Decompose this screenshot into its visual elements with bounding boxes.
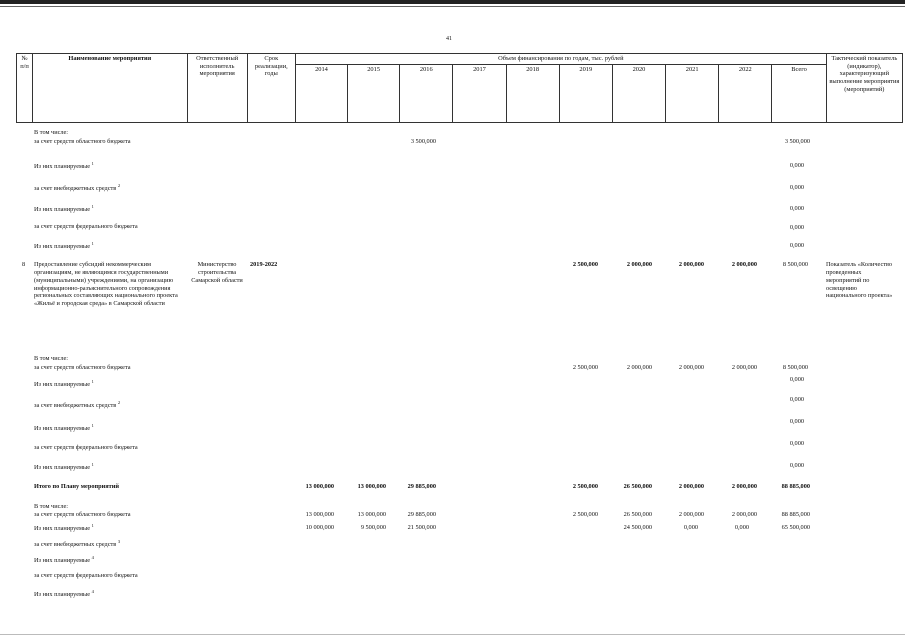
- itogo-2015: 13 000,000: [357, 483, 386, 490]
- value-total: 0,000: [789, 440, 804, 447]
- header-financing: Объем финансирования по годам, тыс. рублей: [295, 54, 826, 65]
- value-2015: 13 000,000: [357, 511, 386, 518]
- value-2021: 2 000,000: [678, 364, 704, 371]
- value-2019: 2 500,000: [572, 261, 598, 268]
- itogo-2014: 13 000,000: [305, 483, 334, 490]
- incl-label: В том числе:: [34, 503, 69, 510]
- value-total: 8 500,000: [782, 364, 808, 371]
- header-year: 2019: [559, 64, 612, 122]
- value-2021: 0,000: [683, 524, 698, 531]
- value-2016: 21 500,000: [407, 524, 436, 531]
- value-2022: 2 000,000: [731, 511, 757, 518]
- itogo-2020: 26 500,000: [623, 483, 652, 490]
- header-year: 2014: [295, 64, 347, 122]
- row-label: за счет средств областного бюджета: [34, 364, 131, 371]
- incl-label: В том числе:: [34, 355, 69, 362]
- value-total: 0,000: [789, 396, 804, 403]
- itogo-2016: 29 885,000: [407, 483, 436, 490]
- itogo-total: 88 885,000: [781, 483, 810, 490]
- page-number: 41: [446, 36, 452, 42]
- header-year: 2018: [506, 64, 559, 122]
- value-2022: 0,000: [734, 524, 749, 531]
- row-label: за счет внебюджетных средств $^2$: [34, 183, 121, 193]
- value-total: 0,000: [789, 462, 804, 469]
- item-term: 2019-2022: [250, 261, 278, 268]
- itogo-label: Итого по Плану мероприятий: [34, 483, 120, 490]
- header-year: 2022: [719, 64, 772, 122]
- row-label: Из них планируемые $^1$: [34, 379, 94, 389]
- value-2021: 2 000,000: [678, 511, 704, 518]
- value-2015: 9 500,000: [360, 524, 386, 531]
- header-name: Наименование мероприятия: [33, 54, 188, 123]
- value-2022: 2 000,000: [731, 364, 757, 371]
- itogo-2019: 2 500,000: [572, 483, 598, 490]
- row-label: за счет средств федерального бюджета: [34, 223, 138, 230]
- row-label: за счет внебюджетных средств $^3$: [34, 539, 121, 549]
- value-total: 88 885,000: [781, 511, 810, 518]
- value-2020: 2 000,000: [626, 364, 652, 371]
- row-label: за счет средств федерального бюджета: [34, 572, 138, 579]
- value-2020: 26 500,000: [623, 511, 652, 518]
- header-num: № п/п: [17, 54, 33, 123]
- value-total: 0,000: [789, 224, 804, 231]
- row-label: за счет средств федерального бюджета: [34, 444, 138, 451]
- header-year: Всего: [772, 64, 826, 122]
- top-border: [0, 0, 905, 4]
- value-2020: 24 500,000: [623, 524, 652, 531]
- row-label: Из них планируемые $^1$: [34, 241, 94, 251]
- value-2022: 2 000,000: [731, 261, 757, 268]
- row-label: за счет средств областного бюджета: [34, 511, 131, 518]
- value-2020: 2 000,000: [626, 261, 652, 268]
- value-2019: 2 500,000: [572, 511, 598, 518]
- value-total: 0,000: [789, 162, 804, 169]
- itogo-2022: 2 000,000: [731, 483, 757, 490]
- row-label: Из них планируемые $^1$: [34, 523, 94, 533]
- item-number: 8: [22, 261, 26, 268]
- value-2021: 2 000,000: [678, 261, 704, 268]
- value-2014: 10 000,000: [305, 524, 334, 531]
- itogo-2021: 2 000,000: [678, 483, 704, 490]
- incl-label: В том числе:: [34, 129, 69, 136]
- value-total: 0,000: [789, 242, 804, 249]
- item-responsible: Министерство строительства Самарской области: [191, 261, 243, 284]
- header-year: 2015: [348, 64, 400, 122]
- value-total: 0,000: [789, 376, 804, 383]
- row-label: Из них планируемые $^1$: [34, 462, 94, 472]
- row-label: Из них планируемые $^4$: [34, 589, 94, 599]
- top-border-thin: [0, 6, 905, 7]
- bottom-border: [0, 634, 905, 635]
- value-2016: 29 885,000: [407, 511, 436, 518]
- value-total: 8 500,000: [782, 261, 808, 268]
- header-year: 2020: [612, 64, 665, 122]
- value-2019: 2 500,000: [572, 364, 598, 371]
- row-label: Из них планируемые $^4$: [34, 555, 94, 565]
- row-label: Из них планируемые $^1$: [34, 423, 94, 433]
- header-year: 2016: [400, 64, 453, 122]
- table-header: [16, 53, 903, 123]
- value-total: 3 500,000: [784, 138, 810, 145]
- header-year: 2021: [666, 64, 719, 122]
- header-year: 2017: [453, 64, 506, 122]
- value-total: 0,000: [789, 205, 804, 212]
- value-2016: 3 500,000: [410, 138, 436, 145]
- row-label: за счет внебюджетных средств $^2$: [34, 400, 121, 410]
- row-label: Из них планируемые $^1$: [34, 204, 94, 214]
- header-indicator: Тактический показатель (индикатор), характеризующий выполнение мероприятия (мероприятий): [826, 54, 902, 123]
- value-2014: 13 000,000: [305, 511, 334, 518]
- row-label: за счет средств областного бюджета: [34, 138, 131, 145]
- header-responsible: Ответственный исполнитель мероприятия: [187, 54, 247, 123]
- value-total: 65 500,000: [781, 524, 810, 531]
- header-term: Срок реализации, годы: [247, 54, 295, 123]
- item-name: Предоставление субсидий некоммерческим организациям, не являющимся государственными (муниципальными) учреждениями, на организацию информационно-разъяснительного сопровождения региональных составляющих национального проекта «Жильё и городская среда» в Самарской области: [34, 261, 178, 308]
- row-label: Из них планируемые $^1$: [34, 161, 94, 171]
- value-total: 0,000: [789, 418, 804, 425]
- item-indicator: Показатель «Количество проведенных мероприятий по освещению национального проекта»: [826, 261, 893, 300]
- value-total: 0,000: [789, 184, 804, 191]
